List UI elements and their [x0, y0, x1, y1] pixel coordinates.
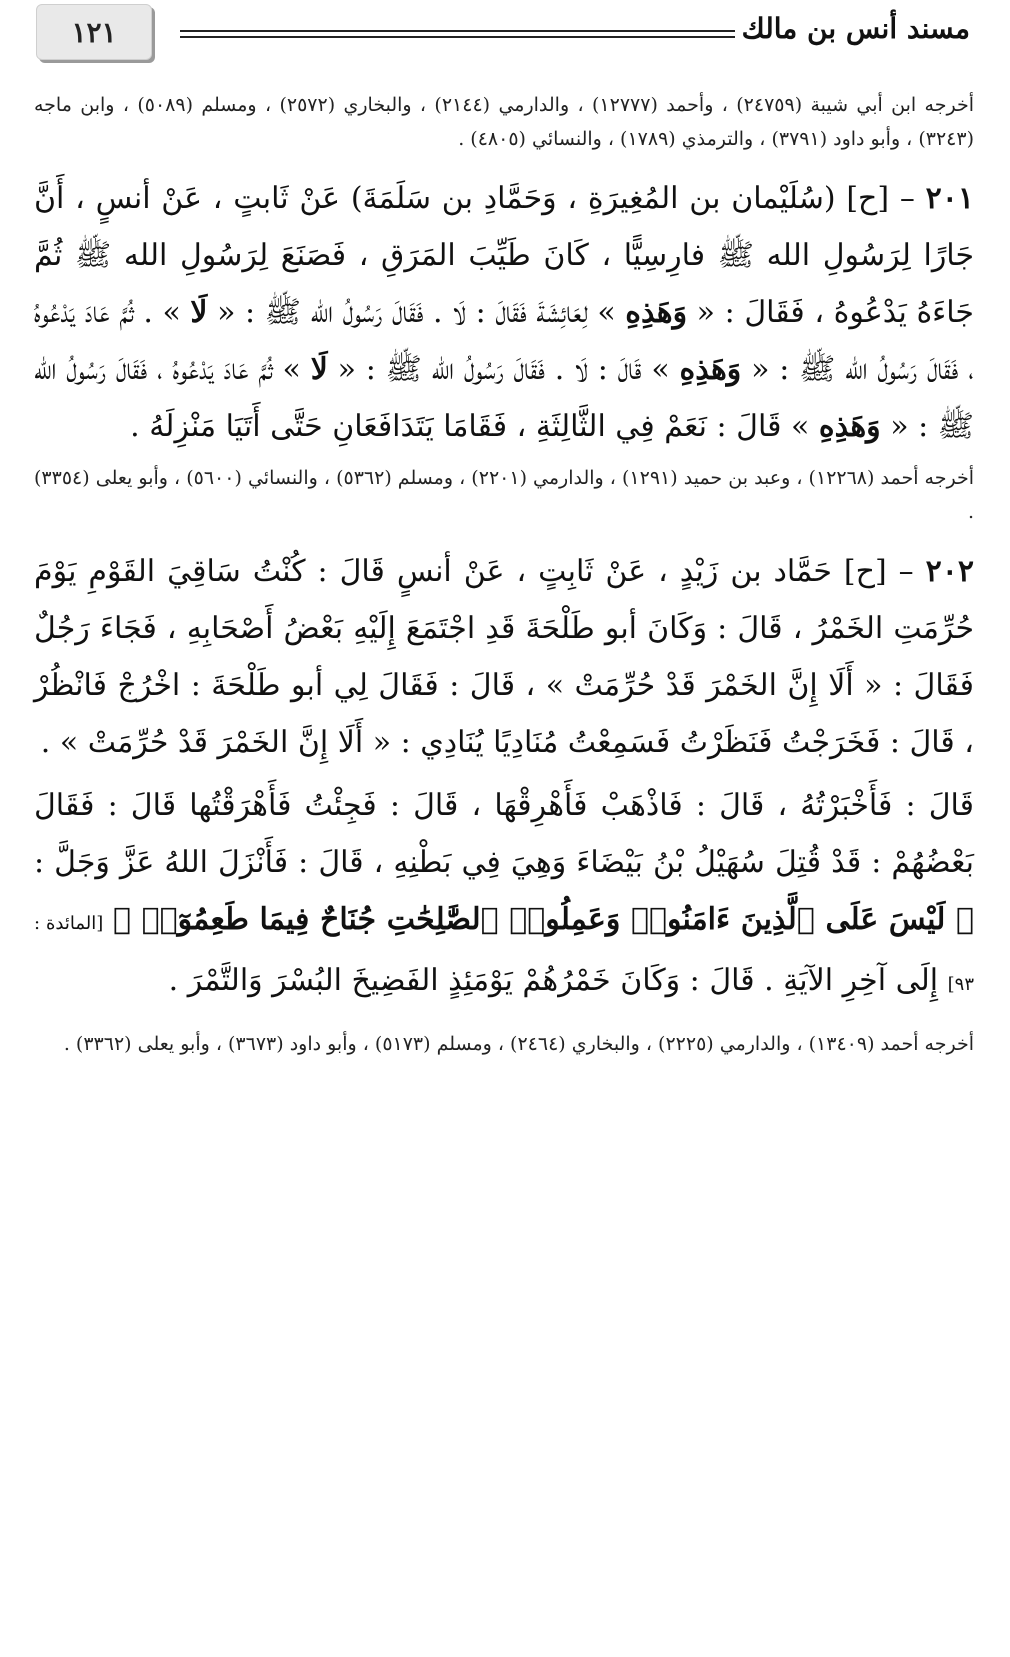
- hadith-text: » لِعَائِشَةَ فَقَالَ : لَا . فَقَالَ رَسُولُ الله ﷺ : «: [217, 295, 616, 330]
- hadith-bold-word: لَا: [310, 352, 328, 387]
- hadith-bold-word: وَهَذِهِ: [818, 409, 881, 444]
- quran-reference: [المائدة : ٩٣]: [34, 913, 974, 995]
- takhrij-note-1: أخرجه ابن أبي شيبة (٢٤٧٥٩) ، وأحمد (١٢٧٧٧) ، والدارمي (٢١٤٤) ، والبخاري (٢٥٧٢) ، ومسلم (٥٠٨٩) ، وابن ماجه (٣٢٤٣) ، وأبو داود (٣٧٩١) ، والترمذي (١٧٨٩) ، والنسائي (٤٨٠٥) .: [34, 94, 975, 150]
- hadith-number: ٢٠٢: [925, 554, 974, 589]
- hadith-202: [34, 543, 974, 771]
- header-rule: [180, 30, 735, 38]
- hadith-text: » قَالَ : لَا . فَقَالَ رَسُولُ الله ﷺ : «: [337, 352, 670, 387]
- hadith-bold-word: لَا: [190, 295, 208, 330]
- quran-verse: ﴿ لَيْسَ عَلَى ٱلَّذِينَ ءَامَنُوا۟ وَعَمِلُوا۟ ٱلصَّٰلِحَٰتِ جُنَاحٌ فِيمَا طَعِمُوٓا۟ ﴾: [113, 902, 974, 937]
- spacer: [34, 1019, 974, 1027]
- hadith-text: – [ح] حَمَّاد بن زَيْدٍ ، عَنْ ثَابِتٍ ، عَنْ أنسٍ قَالَ : كُنْتُ سَاقِيَ القَوْمِ يَوْمَ حُرِّمَتِ الخَمْرُ ، قَالَ : وَكَانَ أبو طَلْحَةَ قَدِ اجْتَمَعَ إِلَيْهِ بَعْضُ أَصْحَابِهِ ، فَجَاءَ رَجُلٌ فَقَالَ : « أَلَا إِنَّ الخَمْرَ قَدْ حُرِّمَتْ » ، قَالَ : فَقَالَ لِي أبو طَلْحَةَ : اخْرُجْ فَانْظُرْ ، قَالَ : فَخَرَجْتُ فَنَظَرْتُ فَسَمِعْتُ مُنَادِيًا يُنَادِي : « أَلَا إِنَّ الخَمْرَ قَدْ حُرِّمَتْ » .: [34, 554, 974, 760]
- takhrij-note-3: أخرجه أحمد (١٣٤٠٩) ، والدارمي (٢٢٢٥) ، والبخاري (٢٤٦٤) ، ومسلم (٥١٧٣) ، وأبو داود (٣٦٧٣) ، وأبو يعلى (٣٣٦٢) .: [63, 1033, 974, 1055]
- page-header: [0, 0, 1010, 70]
- takhrij-note-2: أخرجه أحمد (١٢٢٦٨) ، وعبد بن حميد (١٢٩١) ، والدارمي (٢٢٠١) ، ومسلم (٥٣٦٢) ، والنسائي (٥٦٠٠) ، وأبو يعلى (٣٣٥٤) .: [34, 467, 974, 523]
- hadith-number: ٢٠١: [925, 181, 974, 216]
- hadith-text: » قَالَ : نَعَمْ فِي الثَّالِثَةِ ، فَقَامَا يَتَدَافَعَانِ حَتَّى أَتَيَا مَنْزِلَهُ .: [130, 409, 810, 444]
- hadith-text: » . ثُمَّ عَادَ يَدْعُوهُ ، فَقَالَ رَسُولُ الله ﷺ : «: [34, 295, 974, 387]
- page-body: [34, 88, 974, 1075]
- book-title: مسند أنس بن مالك: [741, 12, 970, 45]
- hadith-text: – [ح] (سُلَيْمان بن المُغِيرَةِ ، وَحَمَّادِ بن سَلَمَةَ) عَنْ ثَابتٍ ، عَنْ أنسٍ ، أَنَّ جَارًا لِرَسُولِ الله ﷺ فارِسِيًّا ، كَانَ طَيِّبَ المَرَقِ ، فَصَنَعَ لِرَسُولِ الله ﷺ ثُمَّ جَاءَهُ يَدْعُوهُ ، فَقَالَ : «: [34, 181, 974, 330]
- hadith-202-continued: [34, 777, 974, 1013]
- hadith-text: إِلَى آخِرِ الآيَةِ . قَالَ : وَكَانَ خَمْرُهُمْ يَوْمَئِذٍ الفَضِيخَ البُسْرَ وَالتَّمْرَ .: [168, 963, 939, 998]
- hadith-text: » ثُمَّ عَادَ يَدْعُوهُ ، فَقَالَ رَسُولُ الله ﷺ : «: [34, 352, 974, 444]
- hadith-bold-word: وَهَذِهِ: [679, 352, 742, 387]
- page-number: ١٢١: [36, 4, 152, 60]
- hadith-bold-word: وَهَذِهِ: [625, 295, 688, 330]
- hadith-201: [34, 170, 974, 455]
- hadith-text: قَالَ : فَأَخْبَرْتُهُ ، قَالَ : فَاذْهَبْ فَأَهْرِقْهَا ، قَالَ : فَجِئْتُ فَأَهْرَقْتُها قَالَ : فَقَالَ بَعْضُهُمْ : قَدْ قُتِلَ سُهَيْلُ بْنُ بَيْضَاءَ وَهِيَ فِي بَطْنِهِ ، قَالَ : فَأَنْزَلَ اللهُ عَزَّ وَجَلَّ :: [34, 788, 974, 880]
